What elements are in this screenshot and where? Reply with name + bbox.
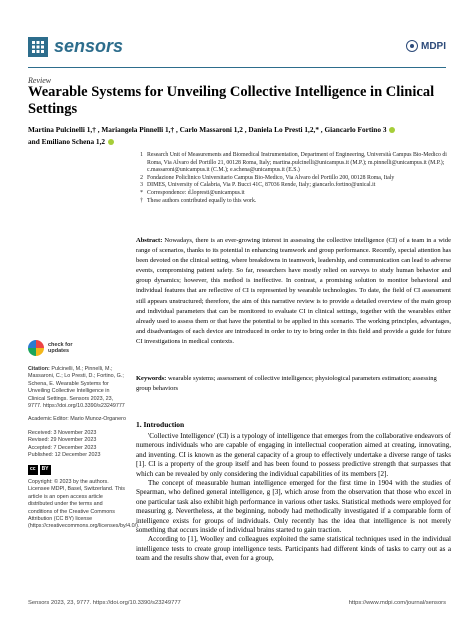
orcid-icon[interactable] <box>389 127 395 133</box>
header-divider <box>28 67 446 68</box>
orcid-icon[interactable] <box>108 139 114 145</box>
journal-logo <box>28 36 123 57</box>
sidebar <box>28 340 140 531</box>
affiliation-item: 2 Fondazione Policlinico Universitario Campus Bio-Medico, Via Alvaro del Portillo 200, 00128 Roma, Italy <box>140 174 395 181</box>
author-list <box>28 124 448 148</box>
abstract <box>136 236 451 347</box>
keywords-label: Keywords: <box>136 375 167 382</box>
author-line-2: and Emiliano Schena 1,2 <box>28 136 448 148</box>
cc-license-badge[interactable]: cc BY <box>28 465 128 474</box>
footer-url[interactable]: https://www.mdpi.com/journal/sensors <box>348 600 446 606</box>
author-line-1: Martina Pulcinelli 1,† , Mariangela Pinnelli 1,† , Carlo Massaroni 1,2 , Daniela Lo Presti 1,2,* , Giancarlo Fortino 3 <box>28 124 448 136</box>
dates: Received: 3 November 2023 Revised: 29 November 2023 Accepted: 7 December 2023 Published: 12 December 2023 <box>28 429 101 459</box>
academic-editor: Academic Editor: Mario Munoz-Organero <box>28 416 126 423</box>
paragraph: The concept of measurable human intelligence emerged for the first time in 1904 with the studies of Spearman, who defined general intelligence, g [3], which arose from the observation that those who excel in one particular task also exhibit high performance in various other tasks. Statistical methods were employed for measuring g. Nevertheless, at the beginning, nobody had methodically investigated if a comparable form of intelligence exists for groups of individuals. Only recently has the idea that intelligence is not merely something that occurs inside of individual brains started to gain traction. <box>136 479 451 535</box>
copyright-text: Copyright: © 2023 by the authors. Licensee MDPI, Basel, Switzerland. This article is an open access article distributed under the terms and conditions of the Creative Commons Attribution (CC BY) license (https://creativecommons.org/licenses/by/4.0/). <box>28 478 140 530</box>
page-footer <box>28 600 446 606</box>
article-type: Review <box>28 76 52 85</box>
publisher-logo <box>406 40 446 52</box>
keywords <box>136 374 451 393</box>
check-updates-button[interactable]: check for updates <box>28 340 128 356</box>
affiliation-item: † These authors contributed equally to this work. <box>140 197 257 204</box>
affiliation-item: * Correspondence: d.lopresti@unicampus.it <box>140 189 245 196</box>
article-title: Wearable Systems for Unveiling Collective Intelligence in Clinical Settings <box>28 84 435 117</box>
keywords-text: wearable systems; assessment of collective intelligence; physiological parameters estimation; assessing group behaviors <box>136 375 437 392</box>
mdpi-icon <box>406 40 418 52</box>
affiliation-item: 1 Research Unit of Measurements and Biomedical Instrumentation, Department of Engineering, Università Campus Bio-Medico di Roma, Via Alvaro del Portillo 21, 00128 Roma, Italy; martina.pulcinelli@unicampus.it (M.P.); m.pinnelli@unicampus.it (M.P.); c.massaroni@unicampus.it (C.M.); e.schena@unicampus.it (E.S.) <box>140 152 447 174</box>
abstract-text: Nowadays, there is an ever-growing interest in assessing the collective intelligence (CI) of a team in a wide range of scenarios, thanks to its potential in enhancing teamwork and group performance. Recently, special attention has been devoted on the clinical setting, where breakdowns in teamwork, leadership, and communication can lead to adverse events, compromising patient safety. So far, researchers have mostly relied on surveys to study human behavior and group dynamics; however, this method is ineffective. In contrast, a promising solution to monitor behavioral and individual features that are reflective of CI is represented by wearable technologies. To date, the field of CI assessment still appears unstructured; therefore, the aim of this narrative review is to provide a detailed overview of the main group and individual parameters that can be monitored to evaluate CI in clinical settings, together with the wearables either already used to assess them or that have the potential to be applied in this scenario. The working principles, advantages, and disadvantages of each device are introduced in order to try to bring order in this field and provide a guide for future CI investigations in medical contexts. <box>136 237 452 345</box>
section-body <box>136 432 451 564</box>
abstract-label: Abstract: <box>136 237 163 244</box>
footer-citation[interactable]: Sensors 2023, 23, 9777. https://doi.org/10.3390/s23249777 <box>28 600 181 606</box>
journal-logo-icon <box>28 37 48 57</box>
affiliation-item: 3 DIMES, University of Calabria, Via P. Bucci 41C, 87036 Rende, Italy; giancarlo.fortino@unical.it <box>140 182 376 189</box>
affiliations <box>136 152 451 205</box>
journal-name: sensors <box>54 36 124 56</box>
paragraph: According to [1], Woolley and colleagues exploited the same statistical techniques used in the individual intelligence tests to create group intelligence tests. Participants had different kinds of tasks to carry out as a team and the results show that, even for a group, <box>136 535 451 563</box>
paragraph: 'Collective Intelligence' (CI) is a typology of intelligence that emerges from the collaborative endeavors of numerous individuals who are capable of engaging in intellectual cooperation aimed at creating, innovating, and inventing. CI is known as the general capacity of a group to effectively undertake a diverse range of tasks [1]. CI is a property of the group itself and has been found to possess predictive strength that surpasses that which can be revealed by only considering the individual capabilities of its members [2]. <box>136 432 451 478</box>
publisher-name: MDPI <box>421 40 446 52</box>
check-updates-icon <box>28 340 44 356</box>
section-heading: 1. Introduction <box>136 420 185 429</box>
citation-block: Citation: Pulcinelli, M.; Pinnelli, M.; Massaroni, C.; Lo Presti, D.; Fortino, G.; Schena, E. Wearable Systems for Unveiling Collective Intelligence in Clinical Settings. Sensors 2023, 23, 9777. https://doi.org/10.3390/s23249777 <box>28 366 125 410</box>
